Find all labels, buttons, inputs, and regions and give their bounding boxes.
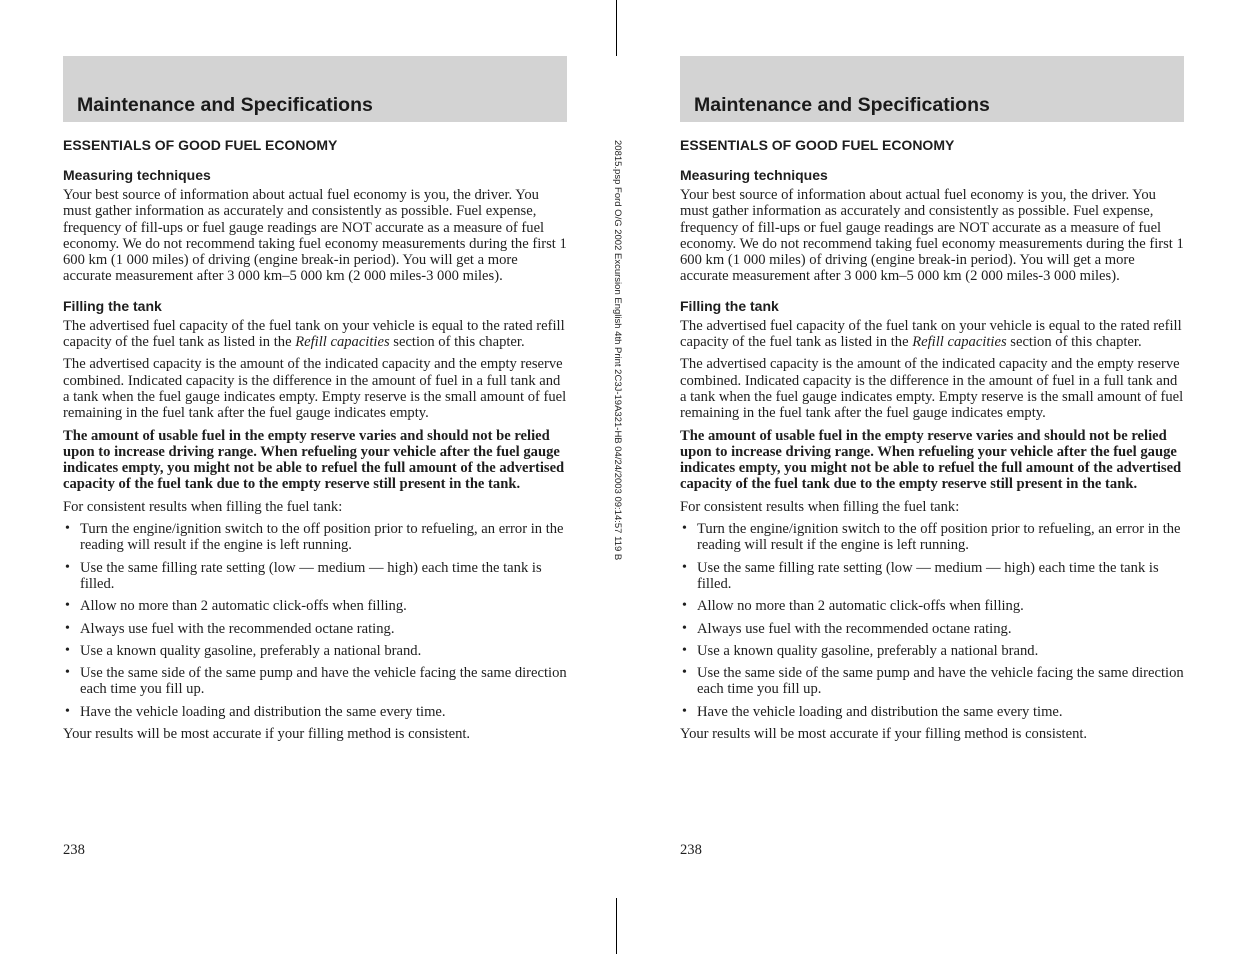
page-left <box>63 56 567 858</box>
closing-paragraph: Your results will be most accurate if your filling method is consistent. <box>680 726 1088 743</box>
refill-capacities-reference: Refill capacities <box>295 334 390 351</box>
page-header-title: Maintenance and Specifications <box>694 94 990 116</box>
print-slug-text: 20815.psp Ford O/G 2002 Excursion English 4th Print 2C3J-19A321-HB 04/24/2003 09:14:57 119 B <box>612 140 623 561</box>
bullet-icon: • <box>65 598 70 614</box>
print-slug <box>610 140 624 620</box>
list-item-text: Allow no more than 2 automatic click-offs when filling. <box>697 598 1024 615</box>
subsection-title-filling: Filling the tank <box>680 297 779 314</box>
crop-mark-top <box>616 0 617 56</box>
filling-tips-list <box>63 521 567 720</box>
page-right <box>680 56 1184 858</box>
measuring-paragraph: Your best source of information about actual fuel economy is you, the driver. You must gather information as accurately and consistently as possible. Fuel expense, frequency of fill-ups or fuel gauge readings are NOT accurate as a measure of fuel economy. We do not recommend taking fuel economy measurements during the first 1 600 km (1 000 miles) of driving (engine break-in period). You will get a more accurate measurement after 3 000 km–5 000 km (2 000 miles-3 000 miles). <box>680 187 1184 285</box>
list-item-text: Allow no more than 2 automatic click-offs when filling. <box>80 598 407 615</box>
filling-tips-list <box>680 521 1184 720</box>
bullet-icon: • <box>682 665 687 681</box>
bullet-icon: • <box>65 703 70 719</box>
empty-reserve-warning: The amount of usable fuel in the empty reserve varies and should not be relied upon to increase driving range. When refueling your vehicle after the fuel gauge indicates empty, you might not be able to refuel the full amount of the advertised capacity of the fuel tank due to the empty reserve still present in the tank. <box>63 427 565 493</box>
filling-paragraph-1 <box>680 318 1184 351</box>
bullet-icon: • <box>65 559 70 575</box>
list-item <box>680 598 1184 614</box>
list-item <box>63 704 567 720</box>
list-item <box>63 560 567 593</box>
list-item <box>63 598 567 614</box>
measuring-paragraph: Your best source of information about actual fuel economy is you, the driver. You must gather information as accurately and consistently as possible. Fuel expense, frequency of fill-ups or fuel gauge readings are NOT accurate as a measure of fuel economy. We do not recommend taking fuel economy measurements during the first 1 600 km (1 000 miles) of driving (engine break-in period). You will get a more accurate measurement after 3 000 km–5 000 km (2 000 miles-3 000 miles). <box>63 187 567 285</box>
filling-paragraph-2: The advertised capacity is the amount of the indicated capacity and the empty reserve combined. Indicated capacity is the difference in the amount of fuel in a full tank and a tank when the fuel gauge indicates empty. Empty reserve is the small amount of fuel remaining in the fuel tank after the fuel gauge indicates empty. <box>680 356 1184 422</box>
bullet-icon: • <box>65 665 70 681</box>
filling-p1-before: The advertised fuel capacity of the fuel tank on your vehicle is equal to the rated refill capacity of the fuel tank as listed in the <box>63 317 565 351</box>
page-number: 238 <box>63 842 85 858</box>
page-number: 238 <box>680 842 702 858</box>
filling-paragraph-1 <box>63 318 567 351</box>
page-header-title: Maintenance and Specifications <box>77 94 373 116</box>
subsection-title-filling: Filling the tank <box>63 297 162 314</box>
list-item-text: Use a known quality gasoline, preferably a national brand. <box>697 642 1039 659</box>
refill-capacities-reference: Refill capacities <box>912 334 1007 351</box>
list-item <box>63 621 567 637</box>
filling-intro: For consistent results when filling the fuel tank: <box>680 498 960 515</box>
empty-reserve-warning: The amount of usable fuel in the empty reserve varies and should not be relied upon to increase driving range. When refueling your vehicle after the fuel gauge indicates empty, you might not be able to refuel the full amount of the advertised capacity of the fuel tank due to the empty reserve still present in the tank. <box>680 427 1182 493</box>
list-item-text: Use a known quality gasoline, preferably a national brand. <box>80 642 422 659</box>
bullet-icon: • <box>682 598 687 614</box>
header-band <box>63 56 567 122</box>
list-item-text: Turn the engine/ignition switch to the off position prior to refueling, an error in the reading will result if the engine is left running. <box>697 521 1181 554</box>
list-item-text: Use the same side of the same pump and have the vehicle facing the same direction each time you fill up. <box>80 665 567 698</box>
list-item-text: Always use fuel with the recommended octane rating. <box>697 620 1012 637</box>
list-item-text: Use the same side of the same pump and have the vehicle facing the same direction each time you fill up. <box>697 665 1184 698</box>
header-band <box>680 56 1184 122</box>
list-item-text: Always use fuel with the recommended octane rating. <box>80 620 395 637</box>
filling-intro: For consistent results when filling the fuel tank: <box>63 498 343 515</box>
filling-p1-after: section of this chapter. <box>1006 334 1142 351</box>
crop-mark-bottom <box>616 898 617 954</box>
section-title: ESSENTIALS OF GOOD FUEL ECONOMY <box>63 137 338 153</box>
bullet-icon: • <box>682 642 687 658</box>
filling-paragraph-2: The advertised capacity is the amount of the indicated capacity and the empty reserve combined. Indicated capacity is the difference in the amount of fuel in a full tank and a tank when the fuel gauge indicates empty. Empty reserve is the small amount of fuel remaining in the fuel tank after the fuel gauge indicates empty. <box>63 356 567 422</box>
bullet-icon: • <box>682 620 687 636</box>
list-item <box>680 621 1184 637</box>
list-item <box>680 665 1184 698</box>
list-item <box>680 704 1184 720</box>
list-item <box>680 643 1184 659</box>
list-item-text: Use the same filling rate setting (low — medium — high) each time the tank is filled. <box>697 559 1159 592</box>
section-title: ESSENTIALS OF GOOD FUEL ECONOMY <box>680 137 955 153</box>
filling-p1-before: The advertised fuel capacity of the fuel tank on your vehicle is equal to the rated refill capacity of the fuel tank as listed in the <box>680 317 1182 351</box>
subsection-title-measuring: Measuring techniques <box>63 167 211 183</box>
bullet-icon: • <box>65 620 70 636</box>
list-item <box>63 521 567 554</box>
closing-paragraph: Your results will be most accurate if your filling method is consistent. <box>63 726 471 743</box>
list-item <box>680 560 1184 593</box>
filling-p1-after: section of this chapter. <box>389 334 525 351</box>
list-item <box>63 665 567 698</box>
bullet-icon: • <box>65 642 70 658</box>
bullet-icon: • <box>682 521 687 537</box>
list-item-text: Have the vehicle loading and distribution the same every time. <box>80 703 446 720</box>
list-item-text: Have the vehicle loading and distribution the same every time. <box>697 703 1063 720</box>
bullet-icon: • <box>65 521 70 537</box>
list-item <box>63 643 567 659</box>
list-item-text: Use the same filling rate setting (low — medium — high) each time the tank is filled. <box>80 559 542 592</box>
list-item <box>680 521 1184 554</box>
bullet-icon: • <box>682 703 687 719</box>
list-item-text: Turn the engine/ignition switch to the off position prior to refueling, an error in the reading will result if the engine is left running. <box>80 521 564 554</box>
subsection-title-measuring: Measuring techniques <box>680 167 828 183</box>
bullet-icon: • <box>682 559 687 575</box>
